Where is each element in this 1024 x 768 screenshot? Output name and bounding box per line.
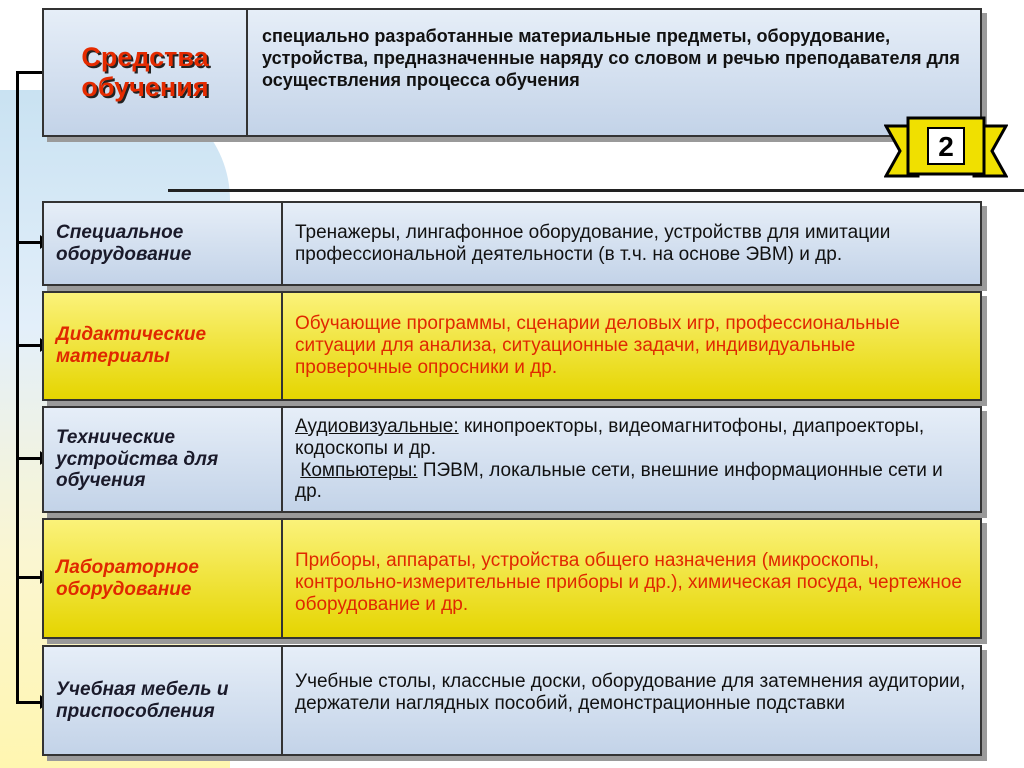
category-didactic-materials xyxy=(42,291,283,401)
category-special-equipment xyxy=(42,201,283,286)
description-lab-equipment xyxy=(281,518,982,639)
separator-line xyxy=(168,189,1024,192)
description-technical-devices xyxy=(281,406,982,513)
connector-top xyxy=(16,71,44,74)
computers-text: ПЭВМ, локальные сети, внешние информационные сети и др. xyxy=(295,459,943,503)
connector-arrow-4 xyxy=(16,576,42,579)
category-technical-devices xyxy=(42,406,283,513)
connector-arrow-2 xyxy=(16,344,42,347)
category-furniture xyxy=(42,645,283,756)
connector-arrow-5 xyxy=(16,701,42,704)
badge-number: 2 xyxy=(938,131,954,162)
category-label: Лабораторное оборудование xyxy=(56,556,199,600)
connector-trunk xyxy=(16,72,19,704)
description-text: Обучающие программы, сценарии деловых игр, профессиональные ситуации для анализа, ситуационные задачи, индивидуальные проверочные опросники и др. xyxy=(295,313,900,378)
connector-arrow-3 xyxy=(16,457,42,460)
description-furniture xyxy=(281,645,982,756)
definition-text: специально разработанные материальные предметы, оборудование, устройства, предназначенные наряду со словом и речью преподавателя для осуществления процесса обучения xyxy=(262,26,960,90)
category-label: Учебная мебель и приспособления xyxy=(56,678,229,722)
slide-number-badge xyxy=(884,114,1008,186)
header-definition-box xyxy=(246,8,982,137)
header-title-box xyxy=(42,8,248,137)
description-text xyxy=(295,416,968,503)
audiovisual-text: кинопроекторы, видеомагнитофоны, диапроекторы, кодоскопы и др. xyxy=(295,415,925,459)
description-text: Приборы, аппараты, устройства общего назначения (микроскопы, контрольно-измерительные приборы и др.), химическая посуда, чертежное оборудование и др. xyxy=(295,550,962,615)
description-special-equipment xyxy=(281,201,982,286)
connector-arrow-1 xyxy=(16,241,42,244)
category-label: Специальное оборудование xyxy=(56,221,192,265)
description-didactic-materials xyxy=(281,291,982,401)
category-label: Технические устройства для обучения xyxy=(56,426,219,492)
audiovisual-label: Аудиовизуальные: xyxy=(295,415,459,437)
description-text: Тренажеры, лингафонное оборудование, устройствв для имитации профессиональной деятельности (в т.ч. на основе ЭВМ) и др. xyxy=(295,221,891,265)
computers-label: Компьютеры: xyxy=(300,459,418,481)
category-lab-equipment xyxy=(42,518,283,639)
category-label: Дидактические материалы xyxy=(56,324,207,367)
page-title: Средства обучения xyxy=(81,41,209,102)
description-text: Учебные столы, классные доски, оборудование для затемнения аудитории, держатели наглядных пособий, демонстрационные подставки xyxy=(295,671,966,714)
